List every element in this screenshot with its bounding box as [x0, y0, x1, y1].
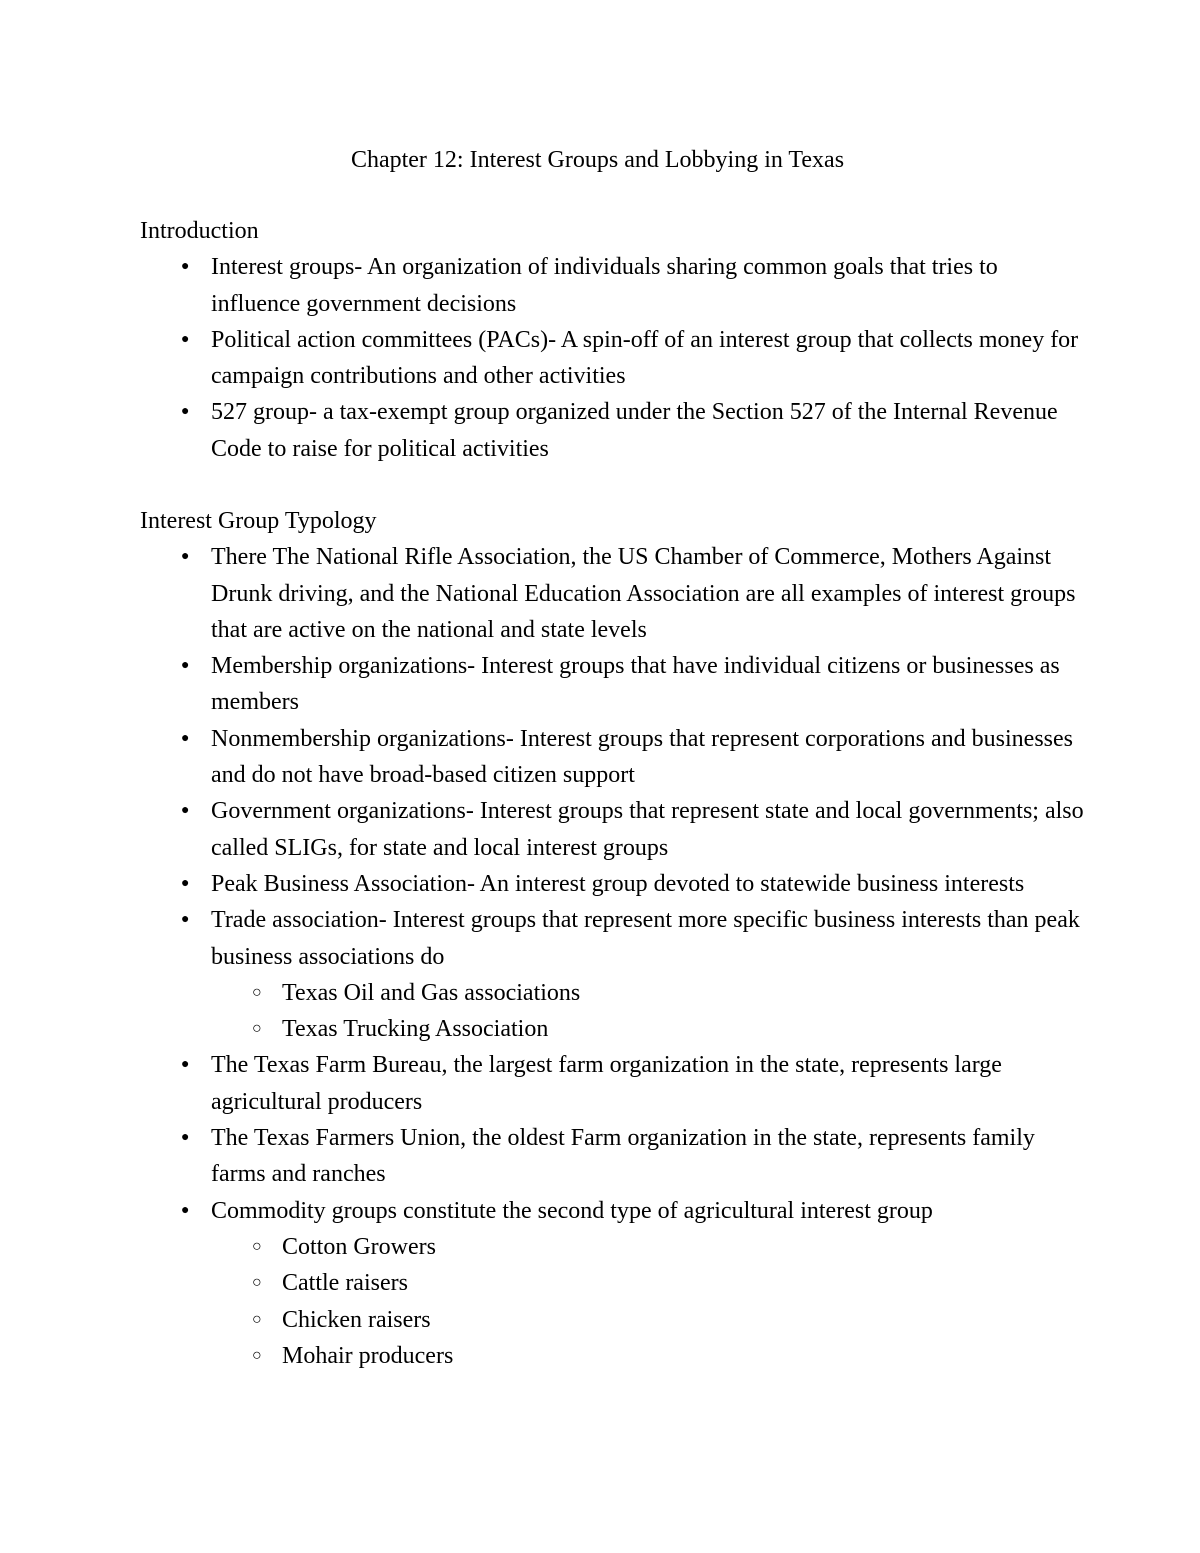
- list-item-text: Peak Business Association- An interest group devoted to statewide business interests: [211, 870, 1025, 897]
- bullet-dot-icon: ●: [181, 1057, 190, 1073]
- list-item: [140, 539, 1091, 648]
- section-interest-group-typology: [140, 503, 1100, 1374]
- sub-list-item-text: Texas Trucking Association: [282, 1016, 549, 1043]
- section-heading: Interest Group Typology: [140, 508, 377, 534]
- bullet-dot-icon: ●: [181, 1130, 190, 1146]
- list-item-text: Nonmembership organizations- Interest groups that represent corporations and businesses and do not have broad-based citizen support: [211, 725, 1074, 789]
- bullet-circle-icon: ○: [252, 983, 262, 1001]
- sub-list-item: [140, 1229, 1091, 1265]
- bullet-dot-icon: ●: [181, 875, 190, 891]
- bullet-circle-icon: ○: [252, 1237, 262, 1255]
- list-item-text: There The National Rifle Association, the US Chamber of Commerce, Mothers Against Drunk driving, and the National Education Association are all examples of interest groups that are active on the national and state levels: [211, 544, 1076, 643]
- list-item: [140, 249, 1091, 322]
- bullet-circle-icon: ○: [252, 1310, 262, 1328]
- bullet-dot-icon: ●: [181, 658, 190, 674]
- bullet-list: [140, 249, 1100, 467]
- sub-list-item-text: Mohair producers: [282, 1342, 454, 1369]
- list-item-text: Membership organizations- Interest groups that have individual citizens or businesses as members: [211, 653, 1060, 716]
- list-item-text: Political action committees (PACs)- A spin-off of an interest group that collects money for campaign contributions and other activities: [211, 326, 1079, 390]
- bullet-dot-icon: ●: [181, 259, 190, 275]
- sub-list-item: [140, 1302, 1091, 1338]
- sub-bullet-list: [211, 975, 1091, 1048]
- list-item: [140, 793, 1091, 866]
- sub-list-item: [140, 1011, 1091, 1047]
- list-item-text: Trade association- Interest groups that represent more specific business interests than peak business associations do: [211, 907, 1080, 970]
- section-introduction: [140, 213, 1100, 467]
- bullet-dot-icon: ●: [181, 730, 190, 746]
- bullet-dot-icon: ●: [181, 1202, 190, 1218]
- sub-list-item-text: Chicken raisers: [282, 1306, 431, 1333]
- bullet-circle-icon: ○: [252, 1274, 262, 1292]
- list-item-text: Government organizations- Interest groups that represent state and local governments; also called SLIGs, for state and local interest groups: [211, 798, 1084, 861]
- list-item-text: 527 group- a tax-exempt group organized under the Section 527 of the Internal Revenue Code to raise for political activities: [211, 399, 1058, 462]
- sub-list-item-text: Cattle raisers: [282, 1270, 408, 1297]
- list-item: [140, 1047, 1091, 1120]
- bullet-circle-icon: ○: [252, 1020, 262, 1038]
- section-heading: Introduction: [140, 218, 259, 244]
- list-item-text: The Texas Farmers Union, the oldest Farm organization in the state, represents family farms and ranches: [211, 1125, 1035, 1188]
- list-item: [140, 721, 1091, 794]
- list-item: [140, 394, 1091, 467]
- list-item: [140, 902, 1091, 1047]
- list-item-text: The Texas Farm Bureau, the largest farm organization in the state, represents large agricultural producers: [211, 1052, 1002, 1115]
- document-title: Chapter 12: Interest Groups and Lobbying in Texas: [350, 147, 845, 173]
- list-item-text: Commodity groups constitute the second type of agricultural interest group: [211, 1197, 933, 1224]
- sub-bullet-list: [211, 1229, 1091, 1374]
- sub-list-item: [140, 975, 1091, 1011]
- bullet-dot-icon: ●: [181, 803, 190, 819]
- sub-list-item-text: Texas Oil and Gas associations: [282, 979, 581, 1006]
- bullet-dot-icon: ●: [181, 912, 190, 928]
- list-item: [140, 866, 1091, 902]
- list-item: [140, 1120, 1091, 1193]
- sub-list-item: [140, 1265, 1091, 1301]
- list-item: [140, 648, 1091, 721]
- list-item: [140, 1193, 1091, 1374]
- bullet-list: [140, 539, 1100, 1374]
- bullet-dot-icon: ●: [181, 331, 190, 347]
- sub-list-item: [140, 1338, 1091, 1374]
- bullet-dot-icon: ●: [181, 549, 190, 565]
- bullet-circle-icon: ○: [252, 1346, 262, 1364]
- list-item-text: Interest groups- An organization of individuals sharing common goals that tries to influence government decisions: [211, 254, 998, 317]
- sub-list-item-text: Cotton Growers: [282, 1233, 436, 1260]
- bullet-dot-icon: ●: [181, 404, 190, 420]
- list-item: [140, 322, 1091, 395]
